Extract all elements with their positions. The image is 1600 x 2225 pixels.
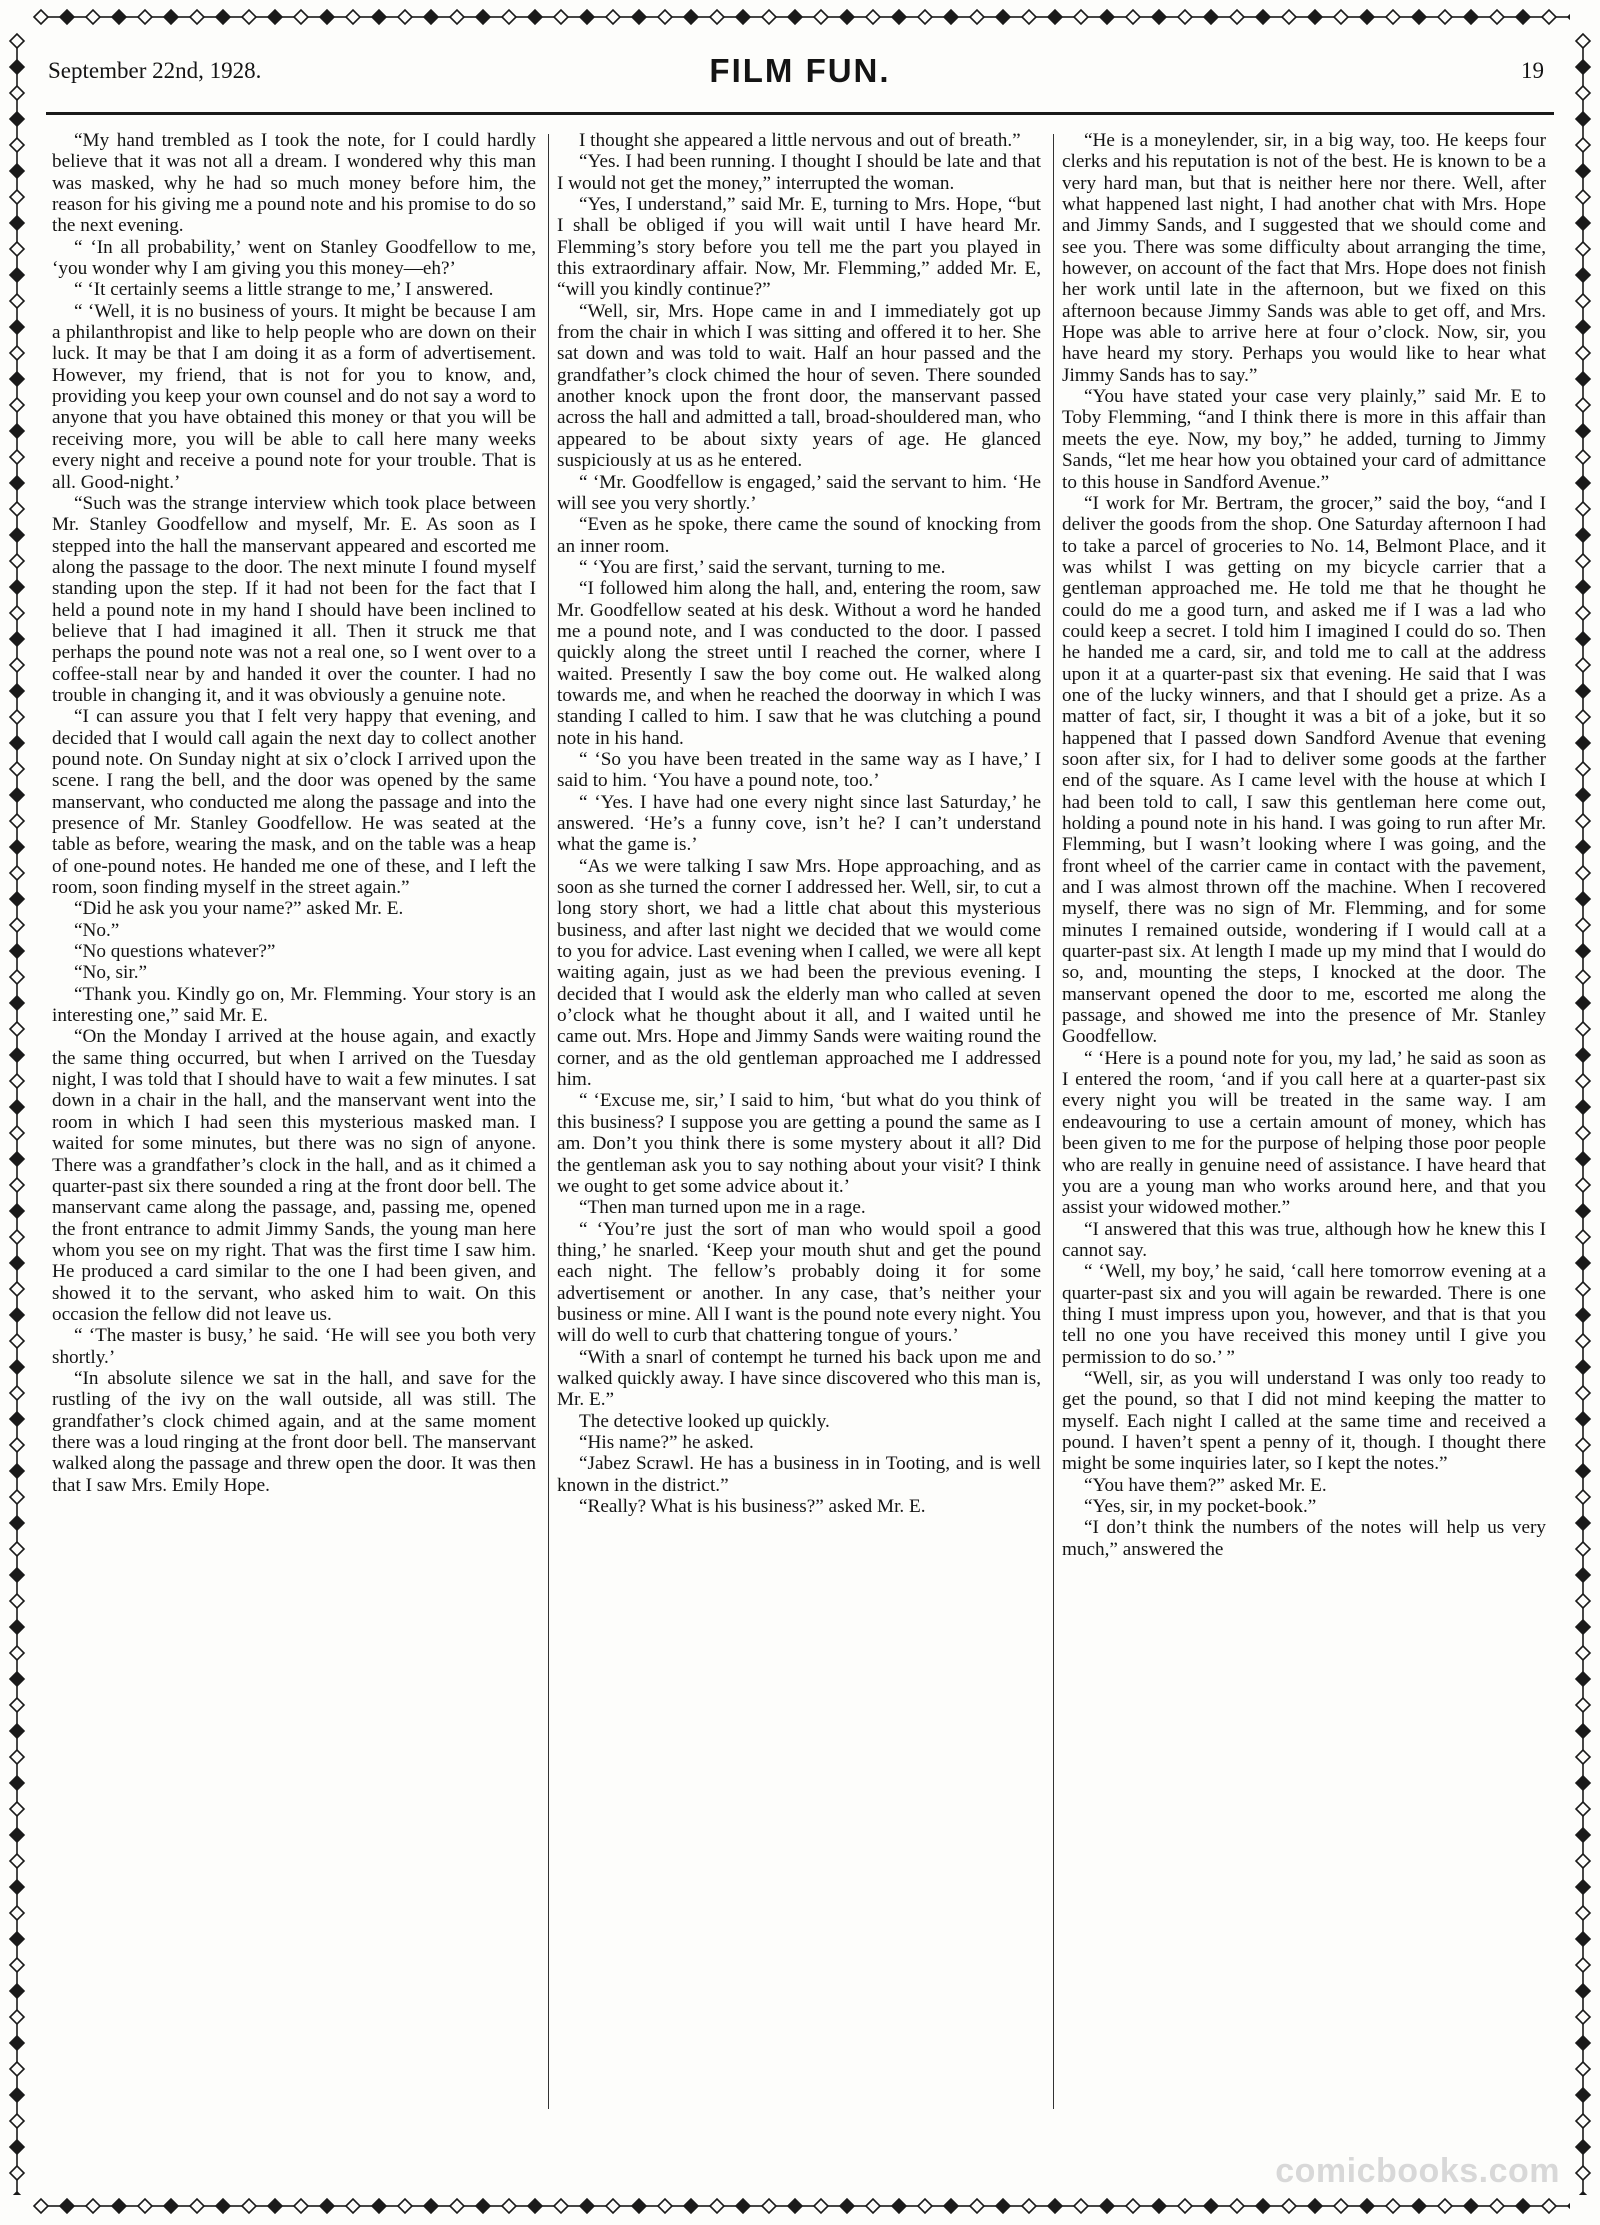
paragraph: “ ‘It certainly seems a little strange to me,’ I answered. <box>74 279 494 301</box>
column-divider <box>1053 134 1054 2109</box>
paragraph: “ ‘Yes. I have had one every night since last Saturday,’ he answered. ‘He’s a funny cove, isn’t he? I can’t understand what the game is.’ <box>557 791 1041 856</box>
paragraph: “ ‘You’re just the sort of man who would spoil a good thing,’ he snarled. ‘Keep your mouth shut and get the pound each night. The fellow’s probably doing it for some advertisement or another. In any case, that’s neither your business or mine. All I want is the pound note every night. You will do well to curb that chattering tongue of yours.’ <box>557 1218 1041 1347</box>
paragraph: “No questions whatever?” <box>74 941 276 963</box>
paragraph: “Yes, sir, in my pocket-book.” <box>1084 1496 1317 1517</box>
paragraph: “Well, sir, Mrs. Hope came in and I immediately got up from the chair in which I was sitting and offered it to her. She sat down and was told to wait. Half an hour passed and the grandfather’s clock chimed the hour of seven. There sounded another knock upon the front door, the manservant passed across the hall and admitted a tall, broad-shouldered man, who appeared to be about sixty years of age. He glanced suspiciously at us as he entered. <box>557 300 1041 472</box>
paragraph: “Jabez Scrawl. He has a business in in Tooting, and is well known in the district.” <box>557 1453 1041 1496</box>
decorative-border-top <box>30 6 1570 28</box>
paragraph: “No, sir.” <box>74 962 148 984</box>
paragraph: “ ‘Mr. Goodfellow is engaged,’ said the servant to him. ‘He will see you very shortly.’ <box>557 471 1041 514</box>
paragraph: I thought she appeared a little nervous and out of breath.” <box>579 130 1021 151</box>
paragraph: “ ‘Well, it is no business of yours. It might be because I am a philanthropist and like to help people who are down on their luck. It may be that I am doing it as a form of advertisement. However, my friend, that is not for you to know, and, providing you keep your own counsel and do not say a word to anyone that you have obtained this money or that you will be receiving more, you will be able to call here many weeks every night and receive a pound note for your trouble. That is all. Good-night.’ <box>52 300 536 493</box>
paragraph: “I can assure you that I felt very happy that evening, and decided that I would call again the next day to collect another pound note. On Sunday night at six o’clock I arrived upon the scene. I rang the bell, and the door was opened by the same manservant, who conducted me along the passage and into the presence of Mr. Stanley Goodfellow. He was seated at the table as before, wearing the mask, and on the table was a heap of one-pound notes. He handed me one of these, and I left the room, soon finding myself in the street again.” <box>52 706 536 899</box>
paragraph: “Well, sir, as you will understand I was only too ready to get the pound, so that I did not mind keeping the matter to myself. Each night I called at the same time and received a pound. I haven’t spent a penny of it, though. I thought there might be some inquiries later, so I kept the notes.” <box>1062 1367 1546 1475</box>
paragraph: “I don’t think the numbers of the notes will help us very much,” answered the <box>1062 1517 1546 1560</box>
page-header <box>46 40 1554 112</box>
paragraph: “As we were talking I saw Mrs. Hope approaching, and as soon as she turned the corner I addressed her. Well, sir, to cut a long story short, we had a little chat about this mysterious business, and after last night we decided that we would come to you for advice. Last evening when I called, we were all kept waiting again, just as we had been the previous evening. I decided that I would ask the elderly man who called at seven o’clock what he thought about it all, and I waited until he came out. Mrs. Hope and Jimmy Sands were waiting round the corner, and as the old gentleman approached me I addressed him. <box>557 855 1041 1091</box>
paragraph: “I answered that this was true, although how he knew this I cannot say. <box>1062 1218 1546 1261</box>
paragraph: “He is a moneylender, sir, in a big way, too. He keeps four clerks and his reputation is not of the best. He is known to be a very hard man, but that is neither here nor there. Well, after what happened last night, I had another chat with Mrs. Hope and Jimmy Sands, and I suggested that we should come and see you. There was some difficulty about arranging the time, however, on account of the fact that Mrs. Hope does not finish her work until late in the afternoon, but we fixed on this afternoon because Jimmy Sands was able to get off, and Mrs. Hope was able to arrive here at four o’clock. Now, sir, you have heard my story. Perhaps you would like to hear what Jimmy Sands has to say.” <box>1062 130 1546 386</box>
paragraph: “Then man turned upon me in a rage. <box>579 1197 866 1219</box>
decorative-border-bottom <box>30 2195 1570 2217</box>
paragraph: “No.” <box>74 919 120 941</box>
paragraph: The detective looked up quickly. <box>579 1410 830 1432</box>
paragraph: “Yes. I had been running. I thought I should be late and that I would not get the money,” interrupted the woman. <box>557 151 1041 194</box>
paragraph: “ ‘So you have been treated in the same way as I have,’ I said to him. ‘You have a pound note, too.’ <box>557 748 1041 792</box>
decorative-border-right <box>1572 30 1594 2195</box>
header-rule <box>46 112 1554 115</box>
watermark: comicbooks.com <box>1275 2152 1560 2190</box>
decorative-border-left <box>6 30 28 2195</box>
paragraph: “I followed him along the hall, and, entering the room, saw Mr. Goodfellow seated at his desk. Without a word he handed me a pound note, and I was conducted to the door. I passed quickly along the street until I reached the corner, where I waited. Presently I saw the boy come out. He walked along towards me, and when he reached the doorway in which I was standing I called to him. I saw that he was clutching a pound note in his hand. <box>557 578 1041 749</box>
paragraph: “You have them?” asked Mr. E. <box>1084 1474 1327 1496</box>
paragraph: “With a snarl of contempt he turned his back upon me and walked quickly away. I have since discovered who this man is, Mr. E.” <box>557 1346 1041 1411</box>
paragraph: “Really? What is his business?” asked Mr. E. <box>579 1496 926 1517</box>
paragraph: “Did he ask you your name?” asked Mr. E. <box>74 898 404 920</box>
paragraph: “Yes, I understand,” said Mr. E, turning to Mrs. Hope, “but I shall be obliged if you will wait until I have heard Mr. Flemming’s story before you tell me the part you played in this extraordinary affair. Now, Mr. Flemming,” added Mr. E, “will you kindly continue?” <box>557 194 1041 301</box>
paragraph: “On the Monday I arrived at the house again, and exactly the same thing occurred, but when I arrived on the Tuesday night, I was told that I should have to wait a few minutes. I sat down in a chair in the hall, and the manservant went into the room in which I had seen this mysterious masked man. I waited for some minutes, but there was no sign of anyone. There was a grandfather’s clock in the hall, and as it chimed a quarter-past six there sounded a ring at the front door bell. The manservant came along the passage, and, passing me, opened the front entrance to admit Jimmy Sands, the young man here whom you see on my right. That was the first time I saw him. He produced a card similar to the one I had been given, and showed it to the servant, who asked him to wait. On this occasion the fellow did not leave us. <box>52 1026 536 1325</box>
paragraph: “ ‘The master is busy,’ he said. ‘He will see you both very shortly.’ <box>52 1325 536 1368</box>
paragraph: “ ‘Well, my boy,’ he said, ‘call here tomorrow evening at a quarter-past six and you will again be rewarded. There is one thing I must impress upon you, however, and that is that you tell no one you have received this money until I give you permission to do so.’ ” <box>1062 1261 1546 1368</box>
issue-date: September 22nd, 1928. <box>48 58 262 83</box>
paragraph: “I work for Mr. Bertram, the grocer,” said the boy, “and I deliver the goods from the shop. One Saturday afternoon I had to take a parcel of groceries to No. 14, Belmont Place, and it was whilst I was getting on my bicycle carrier that a gentleman approached me. He told me that he thought he could do me a good turn, and asked me if I was a lad who could keep a secret. I told him I imagined I could do so. Then he handed me a card, sir, and told me to call at the address upon it at a quarter-past six that evening. He said that I was one of the lucky winners, and that I should get a prize. As a matter of fact, sir, I thought it was a bit of a joke, but it so happened that I passed down Sandford Avenue that evening soon after six, for I had to deliver some goods at the farther end of the square. As I came level with the house at which I had been told to call, I saw this gentleman here come out, holding a pound note in his hand. I was going to run after Mr. Flemming, but I wasn’t looking where I was going, and the front wheel of the carrier came in contact with the pavement, and I was almost thrown off the machine. When I recovered myself, there was no sign of Mr. Flemming, and for some minutes I remained outside, wondering if I would call at a quarter-past six. At length I made up my mind that I would do so, and, mounting the steps, I knocked at the door. The manservant opened the door to me, escorted me along the passage, and showed me into the presence of Mr. Stanley Goodfellow. <box>1062 492 1546 1048</box>
paragraph: “You have stated your case very plainly,” said Mr. E to Toby Flemming, “and I think there is more in this affair than meets the eye. Now, my boy,” he added, turning to Jimmy Sands, “let me hear how you obtained your card of admittance to this house in Sandford Avenue.” <box>1062 386 1546 493</box>
paragraph: “ ‘In all probability,’ went on Stanley Goodfellow to me, ‘you wonder why I am giving you this money—eh?’ <box>52 236 536 280</box>
paragraph: “ ‘Excuse me, sir,’ I said to him, ‘but what do you think of this business? I suppose you are getting a pound the same as I am. Don’t you think there is some mystery about it all? Did the gentleman ask you to say nothing about your visit? I think we ought to get some advice about it.’ <box>557 1090 1041 1197</box>
paragraph: “Even as he spoke, there came the sound of knocking from an inner room. <box>557 514 1041 557</box>
paragraph: “My hand trembled as I took the note, for I could hardly believe that it was not all a dream. I wondered why this man was masked, why he had so much money before him, the reason for his giving me a pound note and his promise to do so the next evening. <box>52 130 536 237</box>
column-divider <box>548 134 549 2109</box>
paragraph: “ ‘You are first,’ said the servant, turning to me. <box>579 556 946 578</box>
paragraph: “Such was the strange interview which took place between Mr. Stanley Goodfellow and myself, Mr. E. As soon as I stepped into the hall the manservant appeared and escorted me along the passage to the door. The next minute I found myself standing upon the step. If it had not been for the fact that I held a pound note in my hand I should have been inclined to believe that I had imagined it all. Then it struck me that perhaps the pound note was not a real one, so I went over to a coffee-stall near by and handed it over the counter. I had no trouble in changing it, and it was obviously a genuine note. <box>52 492 536 706</box>
paragraph: “ ‘Here is a pound note for you, my lad,’ he said as soon as I entered the room, ‘and if you call here at a quarter-past six every night you will be treated in the same way. I am endeavouring to use a certain amount of money, which has been given to me for the purpose of helping those poor people who are really in genuine need of assistance. I have heard that you are a young man who works around here, and that you assist your widowed mother.” <box>1062 1047 1546 1219</box>
paragraph: “In absolute silence we sat in the hall, and save for the rustling of the ivy on the wall outside, all was still. The grandfather’s clock chimed again, and at the same moment there was a loud ringing at the front door bell. The manservant walked along the passage and threw open the door. It was then that I saw Mrs. Emily Hope. <box>52 1367 536 1496</box>
text-column-2 <box>557 130 1041 2120</box>
article-body <box>52 130 1548 2120</box>
text-column-1 <box>52 130 536 2120</box>
paragraph: “His name?” he asked. <box>579 1431 754 1453</box>
publication-title: FILM FUN. <box>709 52 891 89</box>
paragraph: “Thank you. Kindly go on, Mr. Flemming. Your story is an interesting one,” said Mr. E. <box>52 983 536 1027</box>
page-number: 19 <box>1521 58 1544 83</box>
text-column-3 <box>1062 130 1546 2120</box>
